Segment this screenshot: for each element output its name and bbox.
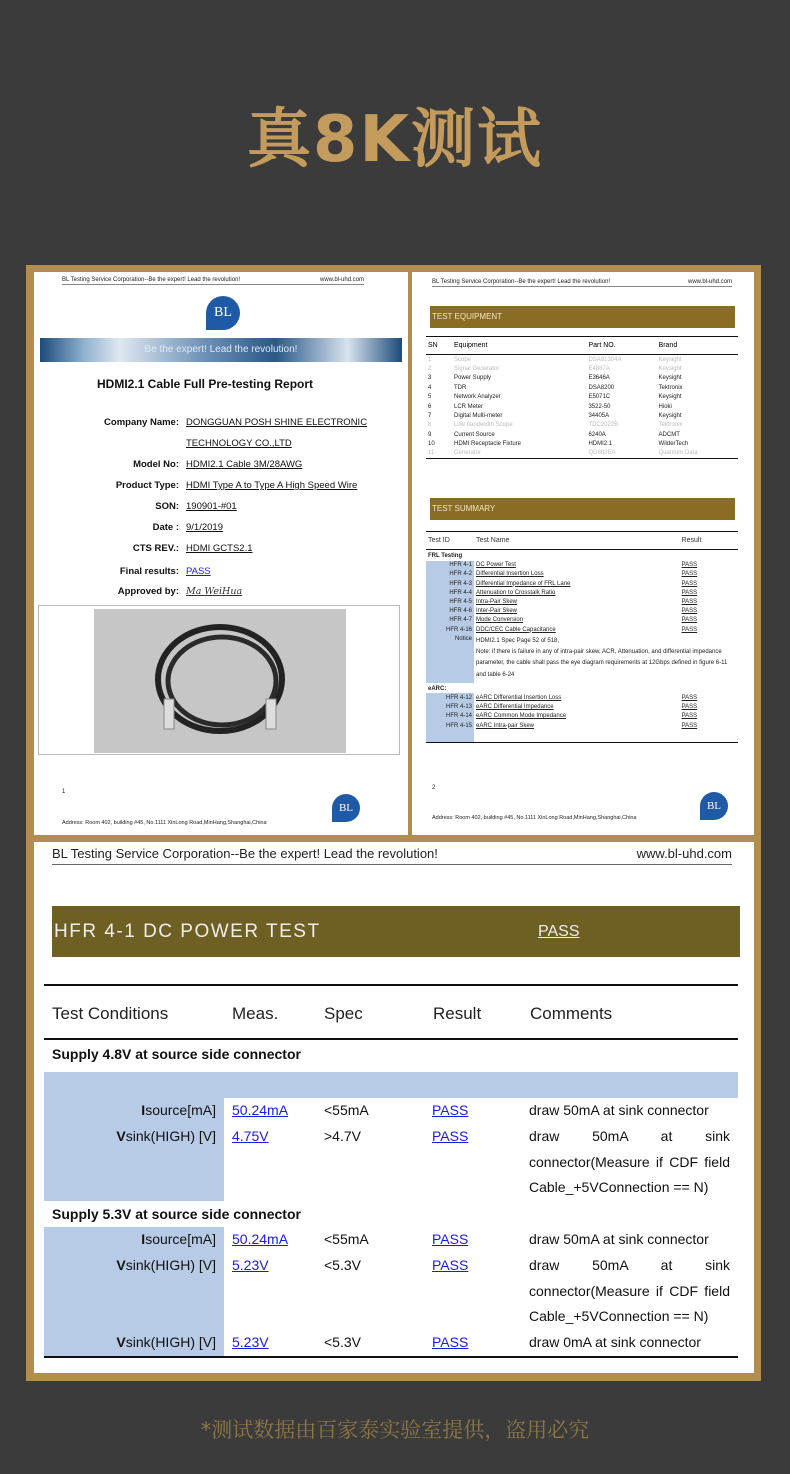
equipment-row — [426, 411, 738, 420]
field-label: Final results: — [119, 566, 179, 577]
header-test-conditions: Test Conditions — [52, 1004, 169, 1023]
condition-text: sink(HIGH) [V] — [125, 1127, 216, 1144]
spacer — [474, 730, 738, 742]
condition-text: source[mA] — [145, 1102, 216, 1118]
equipment-cell: Keysight — [658, 412, 682, 419]
test-name-link[interactable]: Attenuation to Crosstalk Ratio — [476, 589, 556, 596]
test-id: HFR 4-6 — [426, 607, 474, 616]
test-name-link[interactable]: Mode Conversion — [476, 617, 524, 624]
page-number: 2 — [432, 785, 436, 791]
result-link[interactable]: PASS — [432, 1102, 469, 1118]
measurement-row — [44, 1124, 738, 1201]
page-number: 1 — [62, 789, 66, 795]
measured-value-link[interactable]: 4.75V — [232, 1127, 269, 1144]
equipment-cell: E4887A — [588, 366, 610, 373]
equipment-column-header: Brand — [657, 337, 738, 355]
field-label: CTS REV.: — [132, 543, 179, 554]
page-header — [432, 279, 732, 287]
header-result: Result — [433, 1004, 482, 1023]
test-result-link[interactable]: PASS — [681, 580, 698, 587]
summary-column-header: Result — [680, 532, 738, 550]
equipment-row — [426, 374, 738, 383]
condition-text: sink(HIGH) [V] — [125, 1334, 216, 1351]
bl-logo-small: BL — [332, 794, 360, 822]
section-label: FRL Testing — [428, 553, 463, 559]
equipment-cell: WilderTech — [658, 441, 689, 448]
equipment-cell: Digital Multi-meter — [453, 412, 503, 419]
measurement-row — [44, 1253, 738, 1330]
equipment-cell: 3 — [428, 375, 432, 382]
field-value: HDMI GCTS2.1 — [186, 543, 253, 554]
summary-table — [426, 531, 738, 743]
field-value: HDMI Type A to Type A High Speed Wire — [186, 480, 358, 491]
slogan-banner: Be the expert! Lead the revolution! — [40, 338, 402, 362]
equipment-cell: Tektronix — [658, 384, 683, 391]
measurement-row — [44, 1330, 738, 1357]
equipment-cell: Scope — [453, 356, 471, 363]
result-link[interactable]: PASS — [432, 1256, 469, 1273]
equipment-cell: Generator — [453, 450, 481, 457]
summary-row — [426, 570, 738, 579]
summary-row — [426, 561, 738, 570]
test-result-link[interactable]: PASS — [681, 617, 698, 624]
address: Address: Room 402, building #45, No.1111 XinLong Road,MinHang,Shanghai,China — [62, 820, 267, 826]
spacer — [426, 730, 474, 742]
equipment-cell: Keysight — [658, 366, 682, 373]
summary-row — [426, 597, 738, 606]
equipment-cell: 9 — [428, 431, 432, 438]
test-name-link[interactable]: DDC/CEC Cable Capacitance — [476, 626, 556, 633]
address: Address: Room 402, building #45, No.1111 XinLong Road,MinHang,Shanghai,China — [432, 815, 637, 821]
summary-row — [426, 703, 738, 712]
notice-row — [426, 634, 738, 683]
test-id: HFR 4-14 — [426, 712, 474, 721]
summary-row — [426, 588, 738, 597]
condition-text: sink(HIGH) [V] — [125, 1256, 216, 1273]
notice-label: Notice — [426, 634, 474, 683]
equipment-cell: QD882EA — [588, 450, 616, 457]
equipment-row — [426, 393, 738, 402]
equipment-cell: Signal Generator — [453, 366, 500, 373]
result-link[interactable]: PASS — [432, 1127, 469, 1144]
test-name-link[interactable]: Differential Insertion Loss — [476, 571, 544, 578]
equipment-row — [426, 402, 738, 411]
test-result-link[interactable]: PASS — [681, 598, 698, 605]
summary-row — [426, 579, 738, 588]
test-name-link[interactable]: Inter-Pair Skew — [476, 608, 518, 615]
group-1-label: Supply 4.8V at source side connector — [52, 1046, 301, 1062]
test-result-link[interactable]: PASS — [681, 722, 698, 729]
field-label: SON: — [155, 501, 179, 512]
condition-text: source[mA] — [145, 1231, 216, 1247]
header-right: www.bl-uhd.com — [319, 277, 364, 283]
summary-column-header: Test ID — [426, 532, 474, 550]
final-result-link[interactable]: PASS — [186, 566, 211, 577]
spec-value: <5.3V — [324, 1256, 361, 1273]
equipment-row — [426, 439, 738, 448]
field-value: 9/1/2019 — [186, 522, 223, 533]
test-result-link[interactable]: PASS — [681, 626, 698, 633]
equipment-cell: TDC2022B — [588, 422, 619, 429]
equipment-cell: 4 — [428, 384, 432, 391]
equipment-column-header: Equipment — [452, 337, 586, 355]
test-summary-page — [412, 272, 754, 835]
field-value: DONGGUAN POSH SHINE ELECTRONIC — [186, 417, 368, 428]
condition-label — [44, 1330, 224, 1357]
equipment-cell: 6240A — [588, 431, 606, 438]
field-label: Model No: — [133, 459, 179, 470]
test-result-link[interactable]: PASS — [681, 589, 698, 596]
notice-line-2: Note: if there is failure in any of intra-pair skew, ACR, Attenuation, and differential impedance parameter, the cable shall pass the eye diagram requirements at 12Gbps defined in figure 6-11 and table 6-24 — [476, 649, 728, 678]
condition-label — [44, 1253, 224, 1330]
test-summary-heading: TEST SUMMARY — [430, 498, 735, 520]
test-id: HFR 4-16 — [426, 625, 474, 634]
test-id: HFR 4-4 — [426, 588, 474, 597]
equipment-table — [426, 336, 738, 459]
report-cover-page — [34, 272, 408, 835]
equipment-cell: HDMI2.1 — [588, 441, 613, 448]
equipment-cell: Hioki — [658, 403, 672, 410]
test-name-link[interactable]: eARC Intra-pair Skew — [476, 722, 535, 729]
section-row — [426, 550, 738, 561]
equipment-column-header: SN — [426, 337, 452, 355]
condition-label — [44, 1227, 224, 1253]
cable-image — [94, 609, 346, 753]
condition-label — [44, 1124, 224, 1201]
test-result-link[interactable]: PASS — [681, 562, 698, 569]
measured-value-link[interactable]: 50.24mA — [232, 1231, 289, 1247]
equipment-cell: 10 — [428, 441, 435, 448]
page-title: 真8K测试 — [246, 103, 544, 177]
test-id: HFR 4-12 — [426, 693, 474, 702]
equipment-cell: Low bandwidth Scope — [453, 422, 513, 429]
group-1-band — [44, 1072, 738, 1098]
notice-line-1: HDMI2.1 Spec Page 52 of 518, — [476, 637, 560, 644]
equipment-cell: Network Analyzer — [453, 394, 501, 401]
measurement-row — [44, 1098, 738, 1124]
equipment-cell: Tektronix — [658, 422, 683, 429]
field-value: HDMI2.1 Cable 3M/28AWG — [186, 459, 303, 470]
section-heading — [52, 906, 740, 957]
group-2-label: Supply 5.3V at source side connector — [44, 1201, 738, 1227]
spec-value: >4.7V — [324, 1127, 361, 1144]
section-result-link[interactable]: PASS — [538, 923, 580, 940]
equipment-cell: LCR Meter — [453, 403, 483, 410]
comment: draw 50mA at sink connector — [529, 1102, 709, 1118]
equipment-row — [426, 430, 738, 439]
test-id: HFR 4-2 — [426, 570, 474, 579]
comment: draw 50mA at sink connector — [529, 1231, 709, 1247]
test-name-link[interactable]: Intra-Pair Skew — [476, 598, 518, 605]
results-header — [44, 984, 738, 1040]
header-meas: Meas. — [232, 1004, 279, 1023]
summary-row — [426, 693, 738, 702]
equipment-cell: DSA91304A — [588, 356, 622, 363]
spec-value: <55mA — [324, 1102, 369, 1118]
header-spec: Spec — [324, 1004, 363, 1023]
test-result-link[interactable]: PASS — [681, 704, 698, 711]
signature: Ma WeiHua — [186, 586, 243, 597]
equipment-cell: 11 — [428, 450, 435, 457]
comment: draw 50mA at sink connector(Measure if CDF field Cable_+5VConnection == N) — [529, 1256, 730, 1325]
section-title: HFR 4-1 DC POWER TEST — [54, 921, 321, 942]
measured-value-link[interactable]: 5.23V — [232, 1256, 269, 1273]
comment: draw 50mA at sink connector(Measure if CDF field Cable_+5VConnection == N) — [529, 1127, 730, 1196]
header-left: BL Testing Service Corporation--Be the expert! Lead the revolution! — [62, 277, 241, 283]
test-name-link[interactable]: DC Power Test — [476, 562, 516, 569]
equipment-row — [426, 449, 738, 459]
equipment-cell: 6 — [428, 403, 432, 410]
equipment-cell: 7 — [428, 412, 432, 419]
equipment-cell: 2 — [428, 366, 432, 373]
equipment-cell: E5071C — [588, 394, 611, 401]
test-equipment-heading: TEST EQUIPMENT — [430, 306, 735, 328]
page-header — [52, 846, 732, 865]
field-label: Approved by: — [117, 586, 179, 597]
test-name-link[interactable]: Differential Impedance of FRL Lane — [476, 580, 571, 587]
page-header — [62, 277, 364, 285]
test-result-link[interactable]: PASS — [681, 571, 698, 578]
field-value: TECHNOLOGY CO.,LTD — [186, 438, 292, 449]
field-label: Company Name: — [104, 417, 179, 428]
equipment-cell: Keysight — [658, 394, 682, 401]
test-id: HFR 4-1 — [426, 561, 474, 570]
equipment-cell: Keysight — [658, 375, 682, 382]
group-2-table — [44, 1227, 738, 1358]
section-row — [426, 683, 738, 694]
equipment-cell: 5 — [428, 394, 432, 401]
condition-label — [44, 1098, 224, 1124]
header-left: BL Testing Service Corporation--Be the expert! Lead the revolution! — [52, 846, 438, 861]
header-right: www.bl-uhd.com — [636, 846, 732, 861]
cable-photo — [38, 605, 400, 755]
comment: draw 0mA at sink connector — [529, 1334, 701, 1351]
report-title: HDMI2.1 Cable Full Pre-testing Report — [97, 377, 314, 391]
field-value: 190901-#01 — [186, 501, 237, 512]
test-result-link[interactable]: PASS — [681, 695, 698, 702]
header-comments: Comments — [530, 1004, 613, 1023]
test-id: HFR 4-15 — [426, 721, 474, 730]
test-name-link[interactable]: eARC Differential Insertion Loss — [476, 695, 562, 702]
section-label: eARC: — [428, 685, 447, 692]
measurement-row — [44, 1227, 738, 1253]
equipment-row — [426, 421, 738, 430]
equipment-cell: 34405A — [588, 412, 610, 419]
test-id: HFR 4-3 — [426, 579, 474, 588]
test-result-link[interactable]: PASS — [681, 608, 698, 615]
condition-symbol: V — [116, 1127, 126, 1144]
summary-column-header: Test Name — [474, 532, 680, 550]
field-label: Product Type: — [115, 480, 179, 491]
equipment-cell: E3646A — [588, 375, 610, 382]
test-id: HFR 4-13 — [426, 703, 474, 712]
header-right: www.bl-uhd.com — [687, 279, 732, 285]
equipment-cell: Power Supply — [453, 375, 492, 382]
test-name-link[interactable]: eARC Differential Impedance — [476, 704, 554, 711]
equipment-cell: DSA8200 — [588, 384, 615, 391]
equipment-cell: Keysight — [658, 356, 682, 363]
equipment-cell: Current Source — [453, 431, 495, 438]
summary-row — [426, 616, 738, 625]
equipment-column-header: Part NO. — [586, 337, 656, 355]
equipment-cell: Quantum Data — [658, 450, 698, 457]
summary-row — [426, 721, 738, 730]
summary-row — [426, 712, 738, 721]
condition-symbol: V — [116, 1256, 126, 1273]
equipment-cell: TDR — [453, 384, 467, 391]
spec-value: <5.3V — [324, 1334, 361, 1351]
summary-row — [426, 607, 738, 616]
equipment-cell: HDMI Receptacle Fixture — [453, 441, 522, 448]
footer-disclaimer: *测试数据由百家泰实验室提供，盗用必究 — [200, 1418, 590, 1442]
measured-value-link[interactable]: 5.23V — [232, 1334, 269, 1351]
test-id: HFR 4-5 — [426, 597, 474, 606]
notice-text — [474, 634, 738, 683]
dc-power-test-page — [34, 842, 754, 1373]
condition-symbol: I — [141, 1102, 146, 1118]
equipment-row — [426, 355, 738, 365]
equipment-row — [426, 364, 738, 373]
test-id: HFR 4-7 — [426, 616, 474, 625]
spec-value: <55mA — [324, 1231, 369, 1247]
equipment-cell: ADCMT — [658, 431, 680, 438]
group-1-table — [44, 1098, 738, 1201]
condition-symbol: I — [141, 1231, 146, 1247]
test-name-link[interactable]: eARC Common Mode Impedance — [476, 713, 567, 720]
spacer-row — [426, 730, 738, 742]
condition-symbol: V — [116, 1334, 126, 1351]
bl-logo-small: BL — [700, 792, 728, 820]
equipment-cell: 8 — [428, 422, 432, 429]
result-link[interactable]: PASS — [432, 1231, 469, 1247]
equipment-cell: 3522-50 — [588, 403, 611, 410]
measured-value-link[interactable]: 50.24mA — [232, 1102, 289, 1118]
bl-logo: BL — [206, 296, 240, 330]
test-result-link[interactable]: PASS — [681, 713, 698, 720]
field-label: Date : — [152, 522, 179, 533]
summary-row — [426, 625, 738, 634]
equipment-cell: 1 — [428, 356, 432, 363]
result-link[interactable]: PASS — [432, 1334, 469, 1351]
header-left: BL Testing Service Corporation--Be the expert! Lead the revolution! — [432, 279, 611, 285]
equipment-row — [426, 383, 738, 392]
